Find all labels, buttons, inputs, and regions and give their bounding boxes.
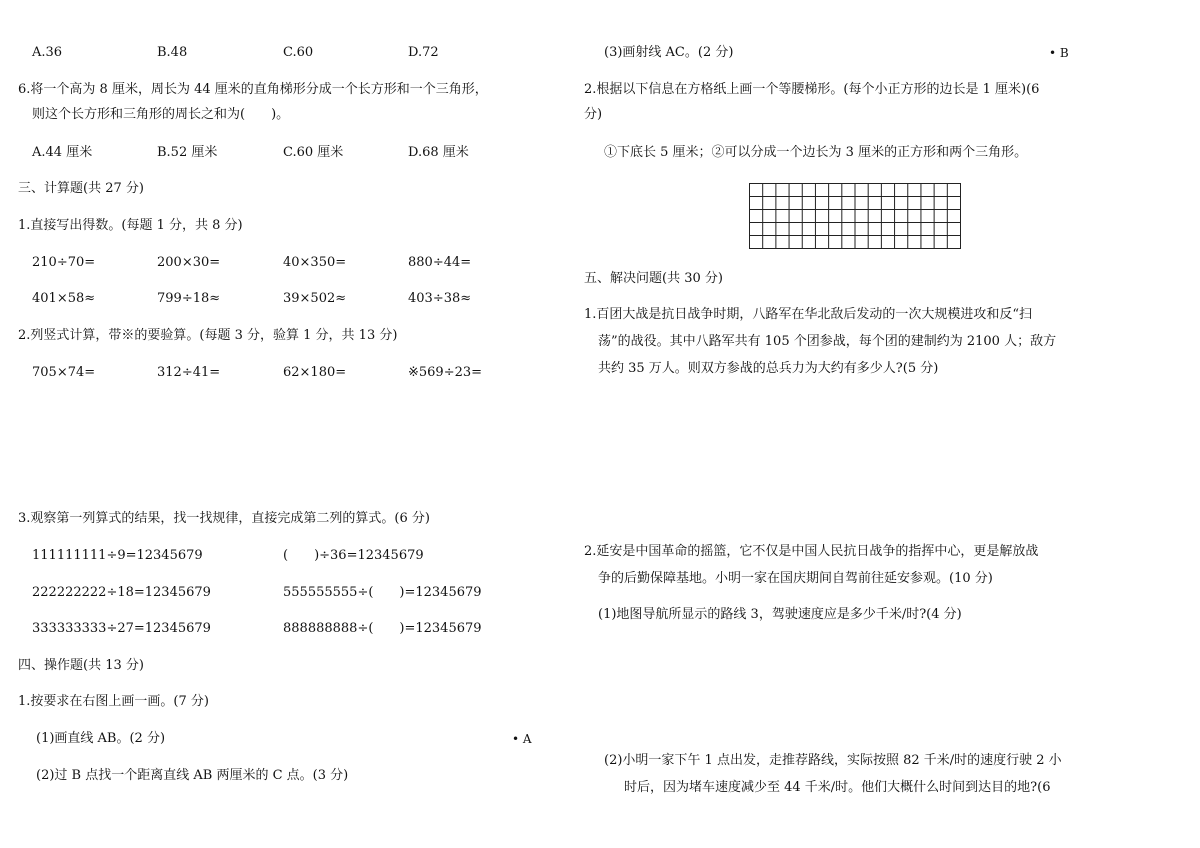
calc-item: 880÷44= — [408, 255, 472, 270]
calc-item: 39×502≈ — [283, 291, 347, 306]
section-4-title: 四、操作题(共 13 分) — [18, 658, 144, 673]
q5-option-d: D.72 — [408, 45, 439, 60]
pattern-blank-item: ( )÷36=12345679 — [283, 548, 424, 563]
q4-1-part1: (1)画直线 AB。(2 分) — [36, 731, 166, 746]
square-grid — [749, 183, 961, 249]
section-3-title: 三、计算题(共 27 分) — [18, 181, 144, 196]
q4-2-line2: 分) — [584, 107, 603, 122]
q3-3-title: 3.观察第一列算式的结果，找一找规律，直接完成第二列的算式。(6 分) — [18, 511, 430, 526]
pattern-blank-item: 888888888÷( )=12345679 — [283, 621, 482, 636]
q6-option-b: B.52 厘米 — [157, 145, 218, 160]
q5-2-line1: 2.延安是中国革命的摇篮，它不仅是中国人民抗日战争的指挥中心，更是解放战 — [584, 544, 1039, 559]
q4-1-title: 1.按要求在右图上画一画。(7 分) — [18, 694, 209, 709]
pattern-blank-item: 555555555÷( )=12345679 — [283, 585, 482, 600]
pattern-item: 222222222÷18=12345679 — [32, 585, 211, 600]
q5-1-line2: 荡”的战役。其中八路军共有 105 个团参战，每个团的建制约为 2100 人；敌方 — [598, 334, 1057, 349]
calc-item: 403÷38≈ — [408, 291, 472, 306]
pattern-item: 111111111÷9=12345679 — [32, 548, 203, 563]
calc-item: 799÷18≈ — [157, 291, 221, 306]
q4-1-part3: (3)画射线 AC。(2 分) — [604, 45, 734, 60]
calc-item: 210÷70= — [32, 255, 96, 270]
q3-2-title: 2.列竖式计算，带※的要验算。(每题 3 分，验算 1 分，共 13 分) — [18, 328, 398, 343]
calc-item: 62×180= — [283, 365, 347, 380]
calc-item: 312÷41= — [157, 365, 221, 380]
calc-item: ※569÷23= — [408, 365, 483, 380]
q5-option-b: B.48 — [157, 45, 188, 60]
point-b-label: • B — [1049, 46, 1069, 60]
q3-1-title: 1.直接写出得数。(每题 1 分，共 8 分) — [18, 218, 243, 233]
q4-1-part2: (2)过 B 点找一个距离直线 AB 两厘米的 C 点。(3 分) — [36, 768, 349, 783]
q5-1-line3: 共约 35 万人。则双方参战的总兵力为大约有多少人?(5 分) — [598, 361, 939, 376]
q5-option-c: C.60 — [283, 45, 314, 60]
q4-2-line1: 2.根据以下信息在方格纸上画一个等腰梯形。(每个小正方形的边长是 1 厘米)(6 — [584, 82, 1040, 97]
q6-option-c: C.60 厘米 — [283, 145, 344, 160]
section-5-title: 五、解决问题(共 30 分) — [584, 271, 723, 286]
calc-item: 200×30= — [157, 255, 221, 270]
q6-option-d: D.68 厘米 — [408, 145, 469, 160]
q5-2-line2: 争的后勤保障基地。小明一家在国庆期间自驾前往延安参观。(10 分) — [598, 571, 993, 586]
q5-2-part2-line2: 时后，因为堵车速度减少至 44 千米/时。他们大概什么时间到达目的地?(6 — [624, 780, 1051, 795]
q5-option-a: A.36 — [32, 45, 63, 60]
calc-item: 705×74= — [32, 365, 96, 380]
calc-item: 401×58≈ — [32, 291, 96, 306]
q5-2-part1: (1)地图导航所显示的路线 3，驾驶速度应是多少千米/时?(4 分) — [598, 607, 962, 622]
q6-option-a: A.44 厘米 — [32, 145, 93, 160]
pattern-item: 333333333÷27=12345679 — [32, 621, 211, 636]
point-a-label: • A — [512, 732, 532, 746]
calc-item: 40×350= — [283, 255, 347, 270]
q6-stem-line1: 6.将一个高为 8 厘米，周长为 44 厘米的直角梯形分成一个长方形和一个三角形， — [18, 82, 488, 97]
q4-2-info: ①下底长 5 厘米；②可以分成一个边长为 3 厘米的正方形和两个三角形。 — [604, 145, 1028, 160]
q5-1-line1: 1.百团大战是抗日战争时期，八路军在华北敌后发动的一次大规模进攻和反“扫 — [584, 307, 1033, 322]
q5-2-part2-line1: (2)小明一家下午 1 点出发，走推荐路线，实际按照 82 千米/时的速度行驶 2 小 — [604, 753, 1062, 768]
q6-stem-line2: 则这个长方形和三角形的周长之和为( )。 — [32, 107, 290, 122]
